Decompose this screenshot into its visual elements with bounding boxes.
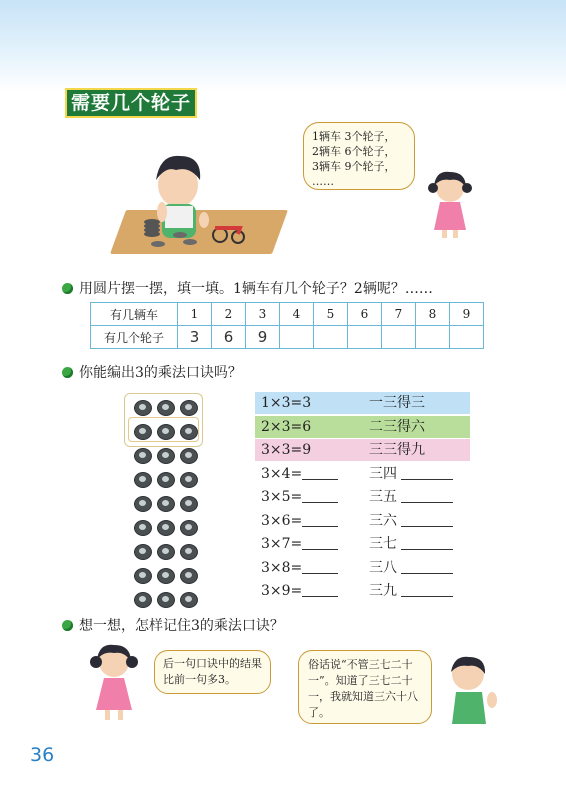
wheel-icon <box>180 424 198 440</box>
answer-cell[interactable] <box>280 326 314 349</box>
wheel-row <box>134 472 204 490</box>
answer-cell[interactable] <box>348 326 382 349</box>
equation: 3×6= <box>261 510 338 532</box>
question-2-text: 你能编出3的乘法口诀吗？ <box>79 365 242 381</box>
wheel-icon <box>134 448 152 464</box>
multiplication-row <box>255 439 470 461</box>
answer-blank[interactable] <box>302 512 338 527</box>
wheel-icon <box>157 592 175 608</box>
wheel-icon <box>180 448 198 464</box>
wheel-row <box>134 400 204 418</box>
multiplication-row <box>255 416 470 438</box>
equation: 3×3=9 <box>261 442 312 458</box>
table-row <box>91 326 484 349</box>
chant-blank[interactable] <box>401 512 453 527</box>
section-title: 需要几个轮子 <box>65 88 197 118</box>
wheel-icon <box>157 544 175 560</box>
equation: 3×9= <box>261 580 338 602</box>
chant-blank[interactable] <box>401 488 453 503</box>
answer-cell[interactable] <box>314 326 348 349</box>
equation: 1×3=3 <box>261 395 312 411</box>
answer-cell[interactable] <box>416 326 450 349</box>
speech-bubble-boy: 俗话说“不管三七二十一”。知道了三七二十一，我就知道三六十八了。 <box>298 650 432 724</box>
table-cell: 6 <box>348 303 382 326</box>
multiplication-row <box>255 533 470 555</box>
question-2 <box>62 362 242 382</box>
wheel-icon <box>134 520 152 536</box>
wheel-icon <box>157 496 175 512</box>
chant: 三八 <box>369 557 453 579</box>
girl-illustration-top <box>420 168 480 240</box>
wheel-icon <box>134 568 152 584</box>
speech-line: …… <box>312 175 334 188</box>
wheel-icon <box>180 520 198 536</box>
wheel-icon <box>180 544 198 560</box>
speech-bubble-girl-bottom: 后一句口诀中的结果比前一句多3。 <box>154 650 271 694</box>
answer-cell[interactable]: 3 <box>178 326 212 349</box>
question-3-text: 想一想，怎样记住3的乘法口诀？ <box>79 618 284 634</box>
table-cell: 5 <box>314 303 348 326</box>
wheel-icon <box>180 472 198 488</box>
page-number: 36 <box>30 744 55 766</box>
multiplication-row <box>255 486 470 508</box>
speech-line: 1辆车 3个轮子， <box>312 130 396 143</box>
answer-cell[interactable] <box>450 326 484 349</box>
question-1 <box>62 278 433 298</box>
table-cell: 1 <box>178 303 212 326</box>
wheel-icon <box>157 472 175 488</box>
answer-blank[interactable] <box>302 559 338 574</box>
equation: 3×5= <box>261 486 338 508</box>
question-1-text: 用圆片摆一摆，填一填。1辆车有几个轮子？2辆呢？…… <box>79 281 433 297</box>
wheel-icon <box>180 592 198 608</box>
wheel-icon <box>134 424 152 440</box>
chant-blank[interactable] <box>401 535 453 550</box>
chant-blank[interactable] <box>401 582 453 597</box>
multiplication-row <box>255 510 470 532</box>
answer-blank[interactable] <box>302 488 338 503</box>
boy-building-tricycle-illustration <box>110 140 300 260</box>
chant-blank[interactable] <box>401 559 453 574</box>
header-band <box>0 0 566 92</box>
question-3 <box>62 615 284 635</box>
equation: 3×7= <box>261 533 338 555</box>
chant-blank[interactable] <box>401 465 453 480</box>
equation: 2×3=6 <box>261 418 312 435</box>
wheel-icon <box>134 496 152 512</box>
wheel-icon <box>134 472 152 488</box>
chant: 一三得三 <box>369 395 425 411</box>
wheel-icon <box>180 496 198 512</box>
wheel-icon <box>180 400 198 416</box>
chant: 三六 <box>369 510 453 532</box>
answer-cell[interactable] <box>382 326 416 349</box>
equation: 3×8= <box>261 557 338 579</box>
green-dot-icon <box>62 283 73 294</box>
girl-illustration-bottom <box>80 640 150 722</box>
wheel-row <box>134 592 204 610</box>
table-cell: 4 <box>280 303 314 326</box>
chant: 三九 <box>369 580 453 602</box>
table-cell: 9 <box>450 303 484 326</box>
chant: 三三得九 <box>369 442 425 458</box>
wheel-row <box>134 496 204 514</box>
wheel-icon <box>180 568 198 584</box>
wheel-icon <box>157 520 175 536</box>
answer-cell[interactable]: 6 <box>212 326 246 349</box>
wheel-icon <box>134 400 152 416</box>
chant: 三四 <box>369 463 453 485</box>
multiplication-row <box>255 392 470 414</box>
row-label-wheels: 有几个轮子 <box>91 326 178 349</box>
answer-blank[interactable] <box>302 535 338 550</box>
multiplication-row <box>255 580 470 602</box>
speech-line: 3辆车 9个轮子， <box>312 160 396 173</box>
speech-line: 2辆车 6个轮子， <box>312 145 396 158</box>
wheel-row <box>134 568 204 586</box>
wheels-table <box>90 302 484 349</box>
chant: 二三得六 <box>369 418 425 435</box>
equation: 3×4= <box>261 463 338 485</box>
wheel-icon <box>157 424 175 440</box>
table-cell: 8 <box>416 303 450 326</box>
wheel-icon <box>134 544 152 560</box>
multiplication-row <box>255 557 470 579</box>
table-cell: 7 <box>382 303 416 326</box>
wheel-icon <box>157 400 175 416</box>
multiplication-row <box>255 463 470 485</box>
wheel-row <box>134 424 204 442</box>
table-row <box>91 303 484 326</box>
answer-blank[interactable] <box>302 465 338 480</box>
wheel-row <box>134 520 204 538</box>
wheel-icon <box>157 568 175 584</box>
speech-bubble-girl-top <box>303 122 415 190</box>
row-label-cars: 有几辆车 <box>91 303 178 326</box>
green-dot-icon <box>62 620 73 631</box>
wheel-icon <box>134 592 152 608</box>
wheel-row <box>134 448 204 466</box>
answer-cell[interactable]: 9 <box>246 326 280 349</box>
table-cell: 3 <box>246 303 280 326</box>
table-cell: 2 <box>212 303 246 326</box>
chant: 三七 <box>369 533 453 555</box>
chant: 三五 <box>369 486 453 508</box>
boy-illustration-bottom <box>436 652 506 728</box>
wheel-row <box>134 544 204 562</box>
wheel-icon <box>157 448 175 464</box>
answer-blank[interactable] <box>302 582 338 597</box>
green-dot-icon <box>62 367 73 378</box>
